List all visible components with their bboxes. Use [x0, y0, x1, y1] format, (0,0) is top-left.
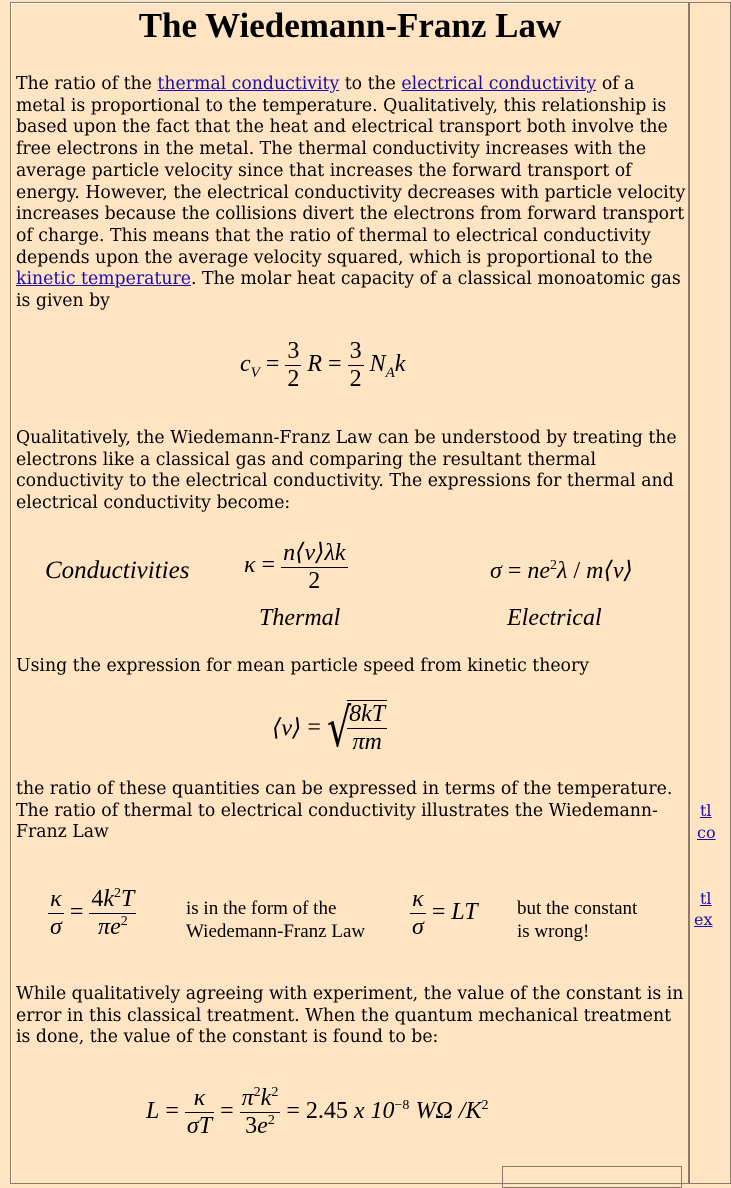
wf-form-equation: $\frac{\kappa}{\sigma}$ = LT [412, 886, 478, 940]
classical-ratio-equation: $\frac{\kappa}{\sigma}$ = $\frac{4k^2T}{\pi e^2}$ [50, 886, 135, 940]
bottom-box [502, 1166, 682, 1188]
conductivities-label: Conductivities [45, 557, 190, 584]
quantum-paragraph: While qualitatively agreeing with experiment, the value of the constant is in error in this classical treatment. When the quantum mechanical treatment is done, the value of the constant is found to be: [16, 984, 684, 1048]
electrical-label: Electrical [507, 605, 602, 631]
electrical-conductivity-link[interactable]: electrical conductivity [401, 74, 597, 94]
ratio-paragraph: the ratio of these quantities can be expressed in terms of the temperature. The ratio of thermal to electrical conductivity illustrates the Wiedemann-Franz Law [16, 779, 673, 843]
constant-note: but the constant is wrong! [517, 898, 638, 942]
page-title: The Wiedemann-Franz Law [138, 6, 562, 45]
side-link-2[interactable]: co [697, 823, 716, 842]
form-note: is in the form of the Wiedemann-Franz Law [186, 898, 366, 942]
mean-speed-equation: ⟨v⟩ = √ $\frac{8kT}{\pi m}$ [272, 697, 386, 759]
electrical-conductivity-equation: $\sigma = ne^2\lambda$ / m⟨v⟩ [490, 558, 633, 584]
heat-capacity-equation: $c_V$ = $\frac{3}{2}$ R = $\frac{3}{2}$ $N_Ak$ [240, 338, 406, 392]
qualitative-paragraph: Qualitatively, the Wiedemann-Franz Law can be understood by treating the electrons like a classical gas and comparing the resultant thermal conductivity to the electrical conductivity. The expressions for thermal and electrical conductivity become: [16, 428, 677, 514]
side-frame [689, 2, 731, 1184]
mean-speed-paragraph: Using the expression for mean particle speed from kinetic theory [16, 656, 589, 676]
intro-paragraph: The ratio of the thermal conductivity to the electrical conductivity of a metal is proportional to the temperature. Qualitatively, this relationship is based upon the fact that the heat and electrical transport both involve the free electrons in the metal. The thermal conductivity increases with the average particle velocity since that increases the forward transport of energy. However, the electrical conductivity decreases with particle velocity increases because the collisions divert the electrons from forward transport of charge. This means that the ratio of thermal to electrical conductivity depends upon the average velocity squared, which is proportional to the kinetic temperature. The molar heat capacity of a classical monoatomic gas is given by [16, 74, 686, 312]
side-link-3[interactable]: tl [700, 889, 712, 908]
side-link-4[interactable]: ex [694, 910, 713, 929]
thermal-conductivity-equation: κ = $\frac{n⟨v⟩\lambda k}{2}$ [244, 540, 346, 594]
lorenz-number-equation: L = $\frac{\kappa}{\sigma T}$ = $\frac{\pi^2k^2}{3e^2}$ = 2.45 x $10^{-8}$ WΩ $/K^2$ [146, 1085, 489, 1139]
thermal-label: Thermal [259, 605, 341, 631]
thermal-conductivity-link[interactable]: thermal conductivity [157, 74, 340, 94]
kinetic-temperature-link[interactable]: kinetic temperature [16, 269, 191, 290]
side-link-1[interactable]: tl [700, 801, 712, 820]
